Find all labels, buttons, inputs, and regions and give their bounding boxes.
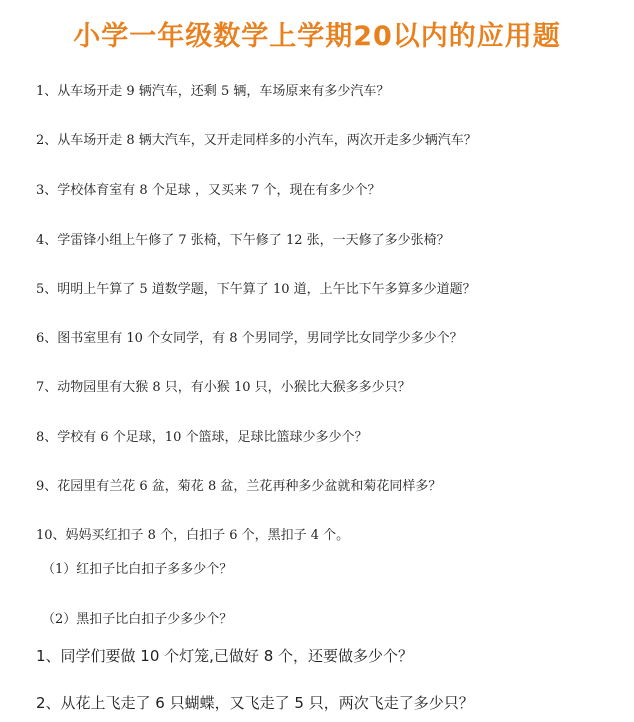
question-3: 3、学校体育室有 8 个足球 ，又买来 7 个，现在有多少个？	[36, 183, 381, 198]
question-7: 7、动物园里有大猴 8 只，有小猴 10 只，小猴比大猴多多少只？	[36, 380, 411, 395]
question-8: 8、学校有 6 个足球，10 个篮球，足球比篮球少多少个？	[36, 430, 368, 445]
question-10: 10、妈妈买红扣子 8 个，白扣子 6 个，黑扣子 4 个。	[36, 528, 350, 543]
question-6: 6、图书室里有 10 个女同学，有 8 个男同学，男同学比女同学少多少个？	[36, 331, 463, 346]
question-2: 2、从车场开走 8 辆大汽车，又开走同样多的小汽车，两次开走多少辆汽车？	[36, 133, 477, 148]
question-4: 4、学雷锋小组上午修了 7 张椅，下午修了 12 张，一天修了多少张椅？	[36, 233, 450, 248]
section2-question-1: 1、同学们要做 10 个灯笼,已做好 8 个，还要做多少个？	[36, 647, 414, 665]
question-1: 1、从车场开走 9 辆汽车，还剩 5 辆，车场原来有多少汽车？	[36, 84, 390, 99]
page-title: 小学一年级数学上学期20以内的应用题	[73, 21, 561, 52]
question-5: 5、明明上午算了 5 道数学题，下午算了 10 道，上午比下午多算多少道题？	[36, 282, 476, 297]
subquestion-2: （2）黑扣子比白扣子少多少个？	[42, 612, 233, 627]
question-9: 9、花园里有兰花 6 盆，菊花 8 盆，兰花再种多少盆就和菊花同样多？	[36, 479, 442, 494]
section2-question-2: 2、从花上飞走了 6 只蝴蝶，又飞走了 5 只，两次飞走了多少只？	[36, 694, 474, 712]
subquestion-1: （1）红扣子比白扣子多多少个？	[42, 562, 233, 577]
